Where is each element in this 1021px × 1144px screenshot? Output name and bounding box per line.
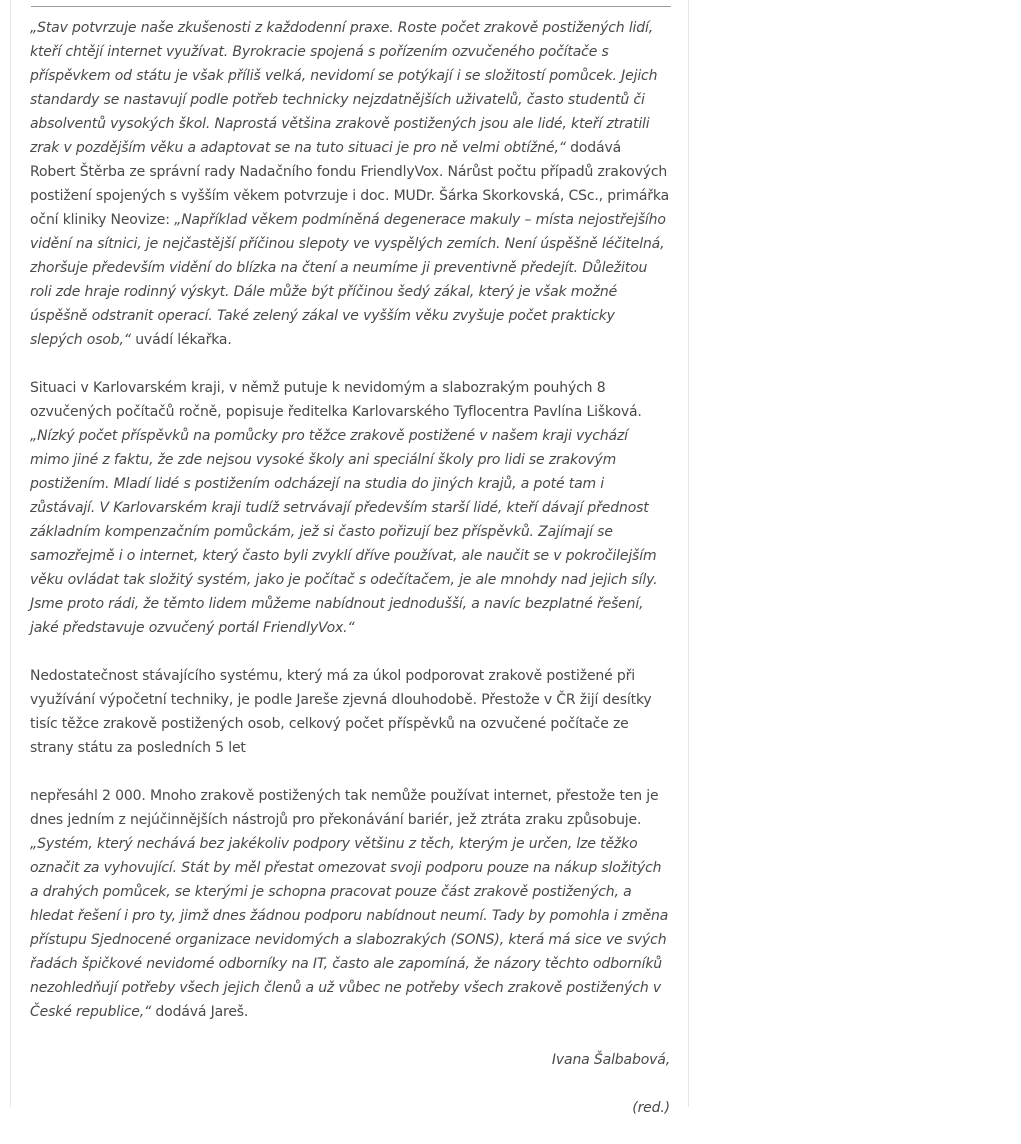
paragraph-4 [30,784,670,1024]
paragraph-4-text: nepřesáhl 2 000. Mnoho zrakově postižených tak nemůže používat internet, přestože ten je dnes jedním z nejúčinnějších nástrojů pro překonávání bariér, jež ztráta zraku způsobuje. [30,788,659,828]
paragraph-2-text: Situaci v Karlovarském kraji, v němž putuje k nevidomým a slabozrakým pouhých 8 ozvučených počítačů ročně, popisuje ředitelka Karlovarského Tyflocentra Pavlína Lišková. [30,380,642,420]
article-body [30,16,670,1144]
top-divider [31,6,671,7]
quote-jares: „Systém, který nechává bez jakékoliv podpory většinu z těch, kterým je určen, lze těžko označit za vyhovující. Stát by měl přestat omezovat svoji podporu pouze na nákup složitých a drahých pomůcek, se kterými je schopna pracovat pouze část zrakově postižených, a hledat řešení i pro ty, jimž dnes žádnou podporu nabídnout neumí. Tady by pomohla i změna přístupu Sjednocené organizace nevidomých a slabozrakých (SONS), která má sice ve svých řadách špičkové nevidomé odborníky na IT, často ale zapomíná, že názory těchto odborníků nezohledňují potřeby všech jejich členů a už vůbec ne potřeby všech zrakově postižených v České republice,“ [30,836,669,1020]
quote-liskova: „Nízký počet příspěvků na pomůcky pro těžce zrakově postižené v našem kraji vychází mimo jiné z faktu, že zde nejsou vysoké školy ani speciální školy pro lidi se zrakovým postižením. Mladí lidé s postižením odcházejí na studia do jiných krajů, a poté tam i zůstávají. V Karlovarském kraji tudíž setrvávají především starší lidé, kteří dávají přednost základním kompenzačním pomůckám, jež si často pořizují bez příspěvků. Zajímají se samozřejmě i o internet, který často byli zvyklí dříve používat, ale naučit se v pokročilejším věku ovládat tak složitý systém, jako je počítač s odečítačem, je ale mnohdy nad jejich síly. Jsme proto rádi, že těmto lidem můžeme nabídnout jednodušší, a navíc bezplatné řešení, jaké představuje ozvučený portál FriendlyVox.“ [30,428,658,636]
quote-sterba: „Stav potvrzuje naše zkušenosti z každodenní praxe. Roste počet zrakově postižených lidí, kteří chtějí internet využívat. Byrokracie spojená s pořízením ozvučeného počítače s příspěvkem od státu je však příliš velká, nevidomí se potýkají i se složitostí pomůcek. Jejich standardy se nastavují podle potřeb technicky nejzdatnějších uživatelů, často studentů či absolventů vysokých škol. Naprostá většina zrakově postižených jsou ale lidé, kteří ztratili zrak v pozdějším věku a adaptovat se na tuto situaci je pro ně velmi obtížné,“ [30,20,658,156]
paragraph-1-ending: uvádí lékařka. [130,332,232,348]
paragraph-3-text: Nedostatečnost stávajícího systému, který má za úkol podporovat zrakově postižené při využívání výpočetní techniky, je podle Jareše zjevná dlouhodobě. Přestože v ČR žijí desítky tisíc těžce zrakově postižených osob, celkový počet příspěvků na ozvučené počítače ze strany státu za posledních 5 let [30,668,652,756]
signature-author: Ivana Šalbabová, [551,1052,670,1068]
signature-note: (red.) [632,1100,670,1116]
paragraph-2 [30,376,670,640]
paragraph-4-ending: dodává Jareš. [151,1004,249,1020]
quote-skorkovska: „Například věkem podmíněná degenerace makuly – místa nejostřejšího vidění na sítnici, je nejčastější příčinou slepoty ve vyspělých zemích. Není úspěšně léčitelná, zhoršuje především vidění do blízka na čtení a neumíme ji preventivně předejít. Důležitou roli zde hraje rodinný výskyt. Dále může být příčinou šedý zákal, který je však možné úspěšně odstranit operací. Také zelený zákal ve vyšším věku zvyšuje počet prakticky slepých osob,“ [30,212,666,348]
paragraph-1 [30,16,670,352]
paragraph-1-text: dodává Robert Štěrba ze správní rady Nadačního fondu FriendlyVox. Nárůst počtu případů zrakových postižení spojených s vyšším věkem potvrzuje i doc. MUDr. Šárka Skorkovská, CSc., primářka oční kliniky Neovize: [30,140,670,228]
paragraph-3 [30,664,670,760]
